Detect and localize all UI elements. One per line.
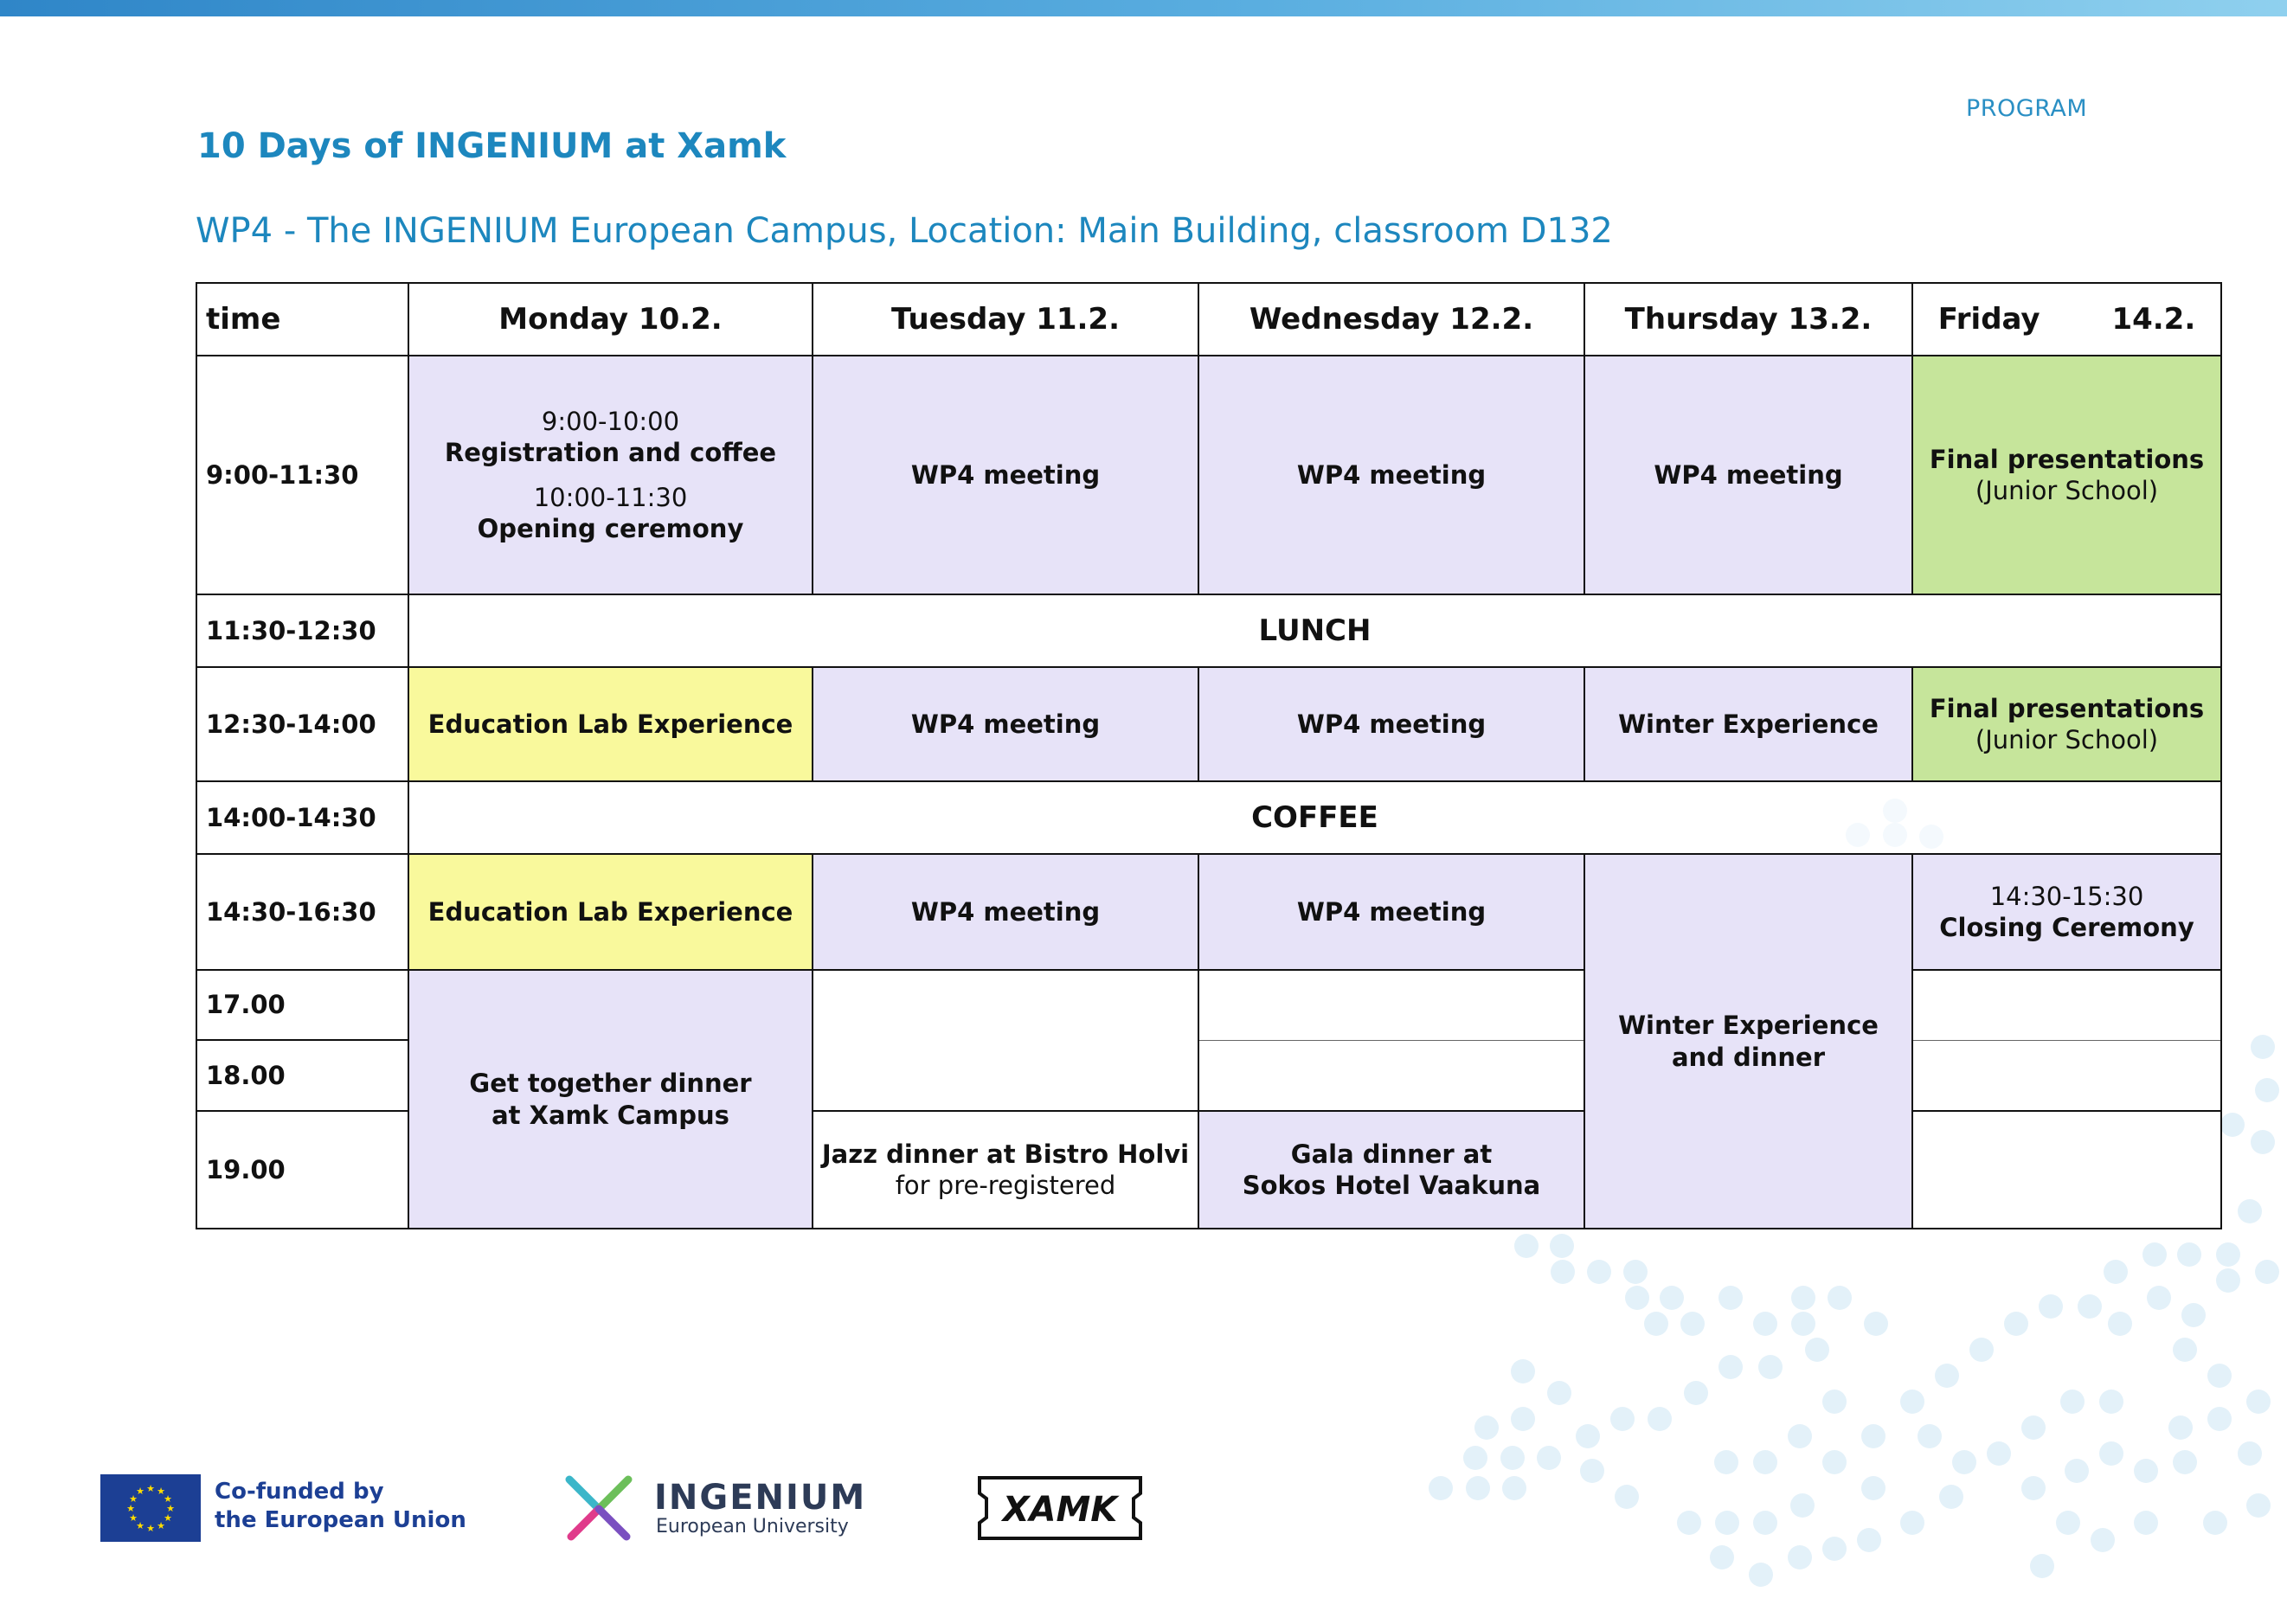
monday-evening-cell	[408, 970, 813, 1229]
schedule-table	[196, 282, 2222, 1229]
col-header-wednesday: Wednesday 12.2.	[1198, 283, 1584, 356]
monday-afternoon-cell: Education Lab Experience	[408, 667, 813, 781]
tuesday-afternoon-cell: WP4 meeting	[813, 667, 1198, 781]
eu-line1: Co-funded by	[215, 1479, 384, 1505]
friday-closing-cell	[1912, 854, 2221, 970]
svg-text:★: ★	[129, 1493, 138, 1505]
svg-text:★: ★	[126, 1503, 135, 1514]
event-title: Registration and coffee	[444, 437, 777, 467]
svg-text:★: ★	[136, 1486, 145, 1497]
thursday-evening-cell	[1584, 854, 1912, 1229]
xamk-text: XAMK	[1002, 1490, 1118, 1530]
event-subtitle: for pre-registered	[895, 1171, 1116, 1200]
event-title: and dinner	[1671, 1042, 1826, 1072]
event-title: at Xamk Campus	[491, 1100, 729, 1130]
thursday-morning-cell: WP4 meeting	[1584, 356, 1912, 594]
table-row	[196, 781, 2221, 854]
wednesday-morning-cell: WP4 meeting	[1198, 356, 1584, 594]
svg-text:★: ★	[146, 1483, 155, 1494]
table-row	[196, 356, 2221, 594]
wednesday-17-empty	[1198, 970, 1584, 1040]
col-header-friday: Friday 14.2.	[1912, 283, 2221, 356]
lunch-cell: LUNCH	[408, 594, 2221, 667]
event-subtitle: (Junior School)	[1975, 725, 2159, 754]
event-subtitle: (Junior School)	[1975, 476, 2159, 505]
svg-text:★: ★	[166, 1503, 175, 1514]
ingenium-logo-icon	[557, 1471, 640, 1545]
friday-17-empty	[1912, 970, 2221, 1040]
time-cell: 14:30-16:30	[196, 854, 408, 970]
wednesday-afternoon-cell: WP4 meeting	[1198, 667, 1584, 781]
table-row	[196, 594, 2221, 667]
eu-line2: the European Union	[215, 1506, 466, 1533]
eu-cofunded-text	[215, 1478, 466, 1534]
event-time: 10:00-11:30	[533, 483, 688, 512]
header-row	[196, 283, 2221, 356]
page-subtitle: WP4 - The INGENIUM European Campus, Location: Main Building, classroom D132	[196, 211, 1613, 251]
col-header-thursday: Thursday 13.2.	[1584, 283, 1912, 356]
time-cell: 19.00	[196, 1111, 408, 1229]
event-title: Final presentations	[1929, 444, 2205, 474]
event-title: Closing Ceremony	[1939, 913, 2194, 942]
event-title: Final presentations	[1929, 693, 2205, 723]
time-cell: 14:00-14:30	[196, 781, 408, 854]
monday-late-cell: Education Lab Experience	[408, 854, 813, 970]
svg-text:★: ★	[146, 1523, 155, 1534]
wednesday-18-empty	[1198, 1040, 1584, 1111]
ingenium-name: INGENIUM	[654, 1478, 867, 1518]
monday-morning-cell	[408, 356, 813, 594]
table-row	[196, 970, 2221, 1040]
friday-morning-cell	[1912, 356, 2221, 594]
time-cell: 18.00	[196, 1040, 408, 1111]
time-cell: 9:00-11:30	[196, 356, 408, 594]
event-title: Opening ceremony	[477, 514, 744, 544]
col-header-time: time	[196, 283, 408, 356]
page-title: 10 Days of INGENIUM at Xamk	[197, 126, 787, 166]
time-cell: 17.00	[196, 970, 408, 1040]
svg-text:★: ★	[129, 1512, 138, 1524]
xamk-logo	[973, 1473, 1147, 1544]
col-header-monday: Monday 10.2.	[408, 283, 813, 356]
tuesday-late-cell: WP4 meeting	[813, 854, 1198, 970]
svg-text:★: ★	[164, 1512, 172, 1524]
friday-19-empty	[1912, 1111, 2221, 1229]
thursday-afternoon-cell: Winter Experience	[1584, 667, 1912, 781]
eu-stars-icon	[100, 1474, 201, 1542]
event-time: 9:00-10:00	[541, 406, 680, 436]
ingenium-subtitle: European University	[656, 1516, 849, 1537]
time-cell: 11:30-12:30	[196, 594, 408, 667]
table-row	[196, 854, 2221, 970]
friday-afternoon-cell	[1912, 667, 2221, 781]
event-time: 14:30-15:30	[1989, 881, 2144, 911]
tuesday-morning-cell: WP4 meeting	[813, 356, 1198, 594]
wednesday-dinner-cell	[1198, 1111, 1584, 1229]
time-cell: 12:30-14:00	[196, 667, 408, 781]
svg-text:★: ★	[164, 1493, 172, 1505]
svg-text:★: ★	[157, 1486, 165, 1497]
event-title: Get together dinner	[469, 1069, 752, 1099]
coffee-cell: COFFEE	[408, 781, 2221, 854]
program-label: PROGRAM	[1966, 95, 2088, 122]
svg-text:★: ★	[136, 1520, 145, 1531]
event-title: Jazz dinner at Bistro Holvi	[821, 1139, 1190, 1169]
tuesday-evening-empty	[813, 970, 1198, 1111]
top-gradient-bar	[0, 0, 2287, 16]
event-title: Sokos Hotel Vaakuna	[1242, 1171, 1541, 1200]
eu-flag-logo	[100, 1474, 201, 1542]
table-row	[196, 667, 2221, 781]
tuesday-dinner-cell	[813, 1111, 1198, 1229]
event-title: Winter Experience	[1618, 1011, 1879, 1041]
friday-18-empty	[1912, 1040, 2221, 1111]
svg-text:★: ★	[157, 1520, 165, 1531]
event-title: Gala dinner at	[1290, 1139, 1493, 1169]
wednesday-late-cell: WP4 meeting	[1198, 854, 1584, 970]
col-header-tuesday: Tuesday 11.2.	[813, 283, 1198, 356]
